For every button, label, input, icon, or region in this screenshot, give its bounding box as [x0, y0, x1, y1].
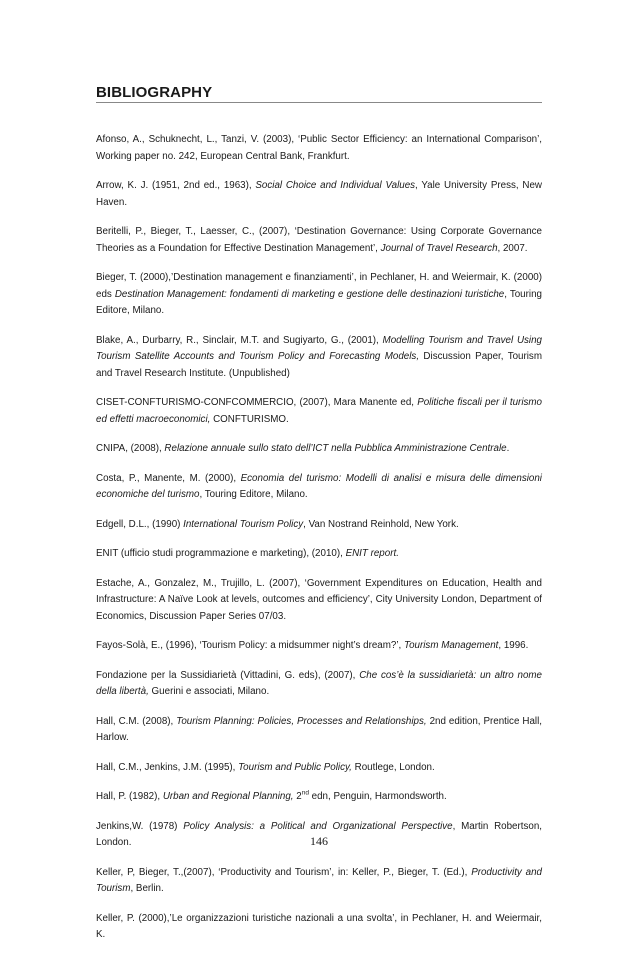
bibliography-heading: BIBLIOGRAPHY: [96, 84, 213, 101]
reference-title: Che cos’è la sussidiarietà: un altro nome della libertà,: [96, 669, 543, 697]
reference-title: Economia del turismo: Modelli di analisi e misura delle dimensioni economiche del turismo: [96, 472, 542, 500]
reference-entry: [96, 789, 542, 806]
reference-text: CONFTURISMO.: [210, 413, 289, 425]
reference-text: Keller, P, Bieger, T.,(2007), ‘Productivity and Tourism’, in: Keller, P., Bieger, T. (Ed.),: [96, 866, 472, 878]
reference-title: Tourism Management: [404, 640, 499, 651]
reference-title: Productivity and Tourism: [96, 866, 543, 894]
reference-entry: [96, 132, 542, 165]
reference-entry: [96, 441, 542, 458]
reference-text: Afonso, A., Schuknecht, L., Tanzi, V. (2003), ‘Public Sector Efficiency: an International Comparison’, Working paper no. 242, European Central Bank, Frankfurt.: [96, 134, 542, 162]
reference-title: Journal of Travel Research: [380, 242, 498, 254]
page-number: 146: [310, 834, 328, 848]
reference-title: International Tourism Policy: [183, 518, 304, 530]
reference-text: Fondazione per la Sussidiarietà (Vittadini, G. eds), (2007),: [96, 669, 360, 681]
reference-entry: [96, 224, 542, 257]
reference-title: Policy Analysis: a Political and Organizational Perspective: [183, 820, 453, 832]
reference-text: Arrow, K. J. (1951, 2nd ed., 1963),: [96, 180, 256, 191]
reference-text: , 1996.: [498, 640, 529, 651]
reference-text: ENIT (ufficio studi programmazione e marketing), (2010),: [96, 548, 346, 559]
reference-text: CNIPA, (2008),: [96, 443, 165, 454]
reference-title: Tourism Planning: Policies, Processes and Relationships,: [176, 715, 427, 727]
reference-text: Jenkins,W. (1978): [96, 820, 184, 832]
reference-text: nd: [301, 789, 309, 797]
reference-text: Keller, P. (2000),’Le organizzazioni turistiche nazionali a una svolta’, in Pechlaner, H. and Weiermair, K.: [96, 912, 542, 940]
reference-text: Routlege, London.: [351, 761, 435, 773]
reference-text: Edgell, D.L., (1990): [96, 518, 184, 530]
reference-text: Blake, A., Durbarry, R., Sinclair, M.T. and Sugiyarto, G., (2001),: [96, 334, 383, 346]
reference-entry: [96, 395, 542, 428]
reference-text: , 2007.: [497, 242, 528, 254]
heading-underline: [96, 102, 542, 103]
reference-entry: [96, 333, 542, 383]
reference-title: Social Choice and Individual Values: [255, 180, 416, 191]
reference-text: Hall, C.M. (2008),: [96, 715, 177, 727]
reference-entry: [96, 668, 542, 701]
reference-entry: [96, 714, 542, 747]
reference-text: , Van Nostrand Reinhold, New York.: [303, 518, 459, 530]
reference-entry: [96, 178, 542, 211]
reference-text: Guerini e associati, Milano.: [148, 686, 270, 697]
reference-entry: [96, 576, 542, 626]
reference-entry: [96, 865, 542, 898]
reference-text: Beritelli, P., Bieger, T., Laesser, C., (2007), ‘Destination Governance: Using Corporate Governance Theories as a Foundation for Effective Destination Management’,: [96, 226, 542, 254]
reference-text: , Berlin.: [130, 883, 164, 894]
reference-text: edn, Penguin, Harmondsworth.: [308, 791, 447, 802]
reference-text: Hall, P. (1982),: [96, 791, 163, 802]
reference-title: ENIT report.: [345, 548, 399, 559]
reference-text: , Touring Editore, Milano.: [96, 288, 542, 316]
reference-text: Fayos-Solà, E., (1996), ‘Tourism Policy: a midsummer night’s dream?’,: [96, 640, 404, 651]
reference-text: CISET-CONFTURISMO-CONFCOMMERCIO, (2007), Mara Manente ed,: [96, 397, 418, 408]
reference-entry: [96, 471, 542, 504]
reference-entry: [96, 760, 542, 777]
reference-entry: [96, 270, 542, 320]
reference-title: Modelling Tourism and Travel Using Tourism Satellite Accounts and Tourism Policy and Forecasting Models,: [96, 334, 543, 362]
reference-text: 2nd edition, Prentice Hall, Harlow.: [96, 715, 542, 743]
reference-title: Politiche fiscali per il turismo ed effetti macroeconomici,: [96, 397, 543, 425]
reference-entry: [96, 546, 542, 563]
reference-title: Tourism and Public Policy,: [238, 761, 352, 773]
reference-text: Bieger, T. (2000),’Destination management e finanziamenti’, in Pechlaner, H. and Weiermair, K. (2000) eds: [96, 272, 542, 300]
reference-title: Destination Management: fondamenti di marketing e gestione delle destinazioni turistiche: [114, 288, 505, 300]
reference-entry: [96, 911, 542, 944]
reference-entry: [96, 517, 542, 534]
reference-list: [96, 132, 542, 957]
reference-entry: [96, 638, 542, 655]
reference-title: Relazione annuale sullo stato dell’ICT nella Pubblica Amministrazione Centrale: [164, 443, 507, 454]
reference-text: Costa, P., Manente, M. (2000),: [96, 472, 241, 484]
reference-text: Estache, A., Gonzalez, M., Trujillo, L. (2007), ‘Government Expenditures on Education, Health and Infrastructure: A Naïve Look at levels, outcomes and efficiency’, City University London, Department of Economics, Discussion Paper Series 07/03.: [96, 577, 542, 622]
reference-text: 2: [293, 791, 302, 802]
reference-text: Discussion Paper, Tourism and Travel Research Institute. (Unpublished): [96, 351, 542, 379]
reference-title: Urban and Regional Planning,: [162, 791, 294, 802]
reference-text: .: [506, 443, 510, 454]
reference-text: Hall, C.M., Jenkins, J.M. (1995),: [96, 761, 239, 773]
reference-text: , Yale University Press, New Haven.: [96, 180, 542, 208]
reference-text: , Martin Robertson, London.: [96, 820, 542, 848]
reference-text: , Touring Editore, Milano.: [199, 489, 308, 500]
